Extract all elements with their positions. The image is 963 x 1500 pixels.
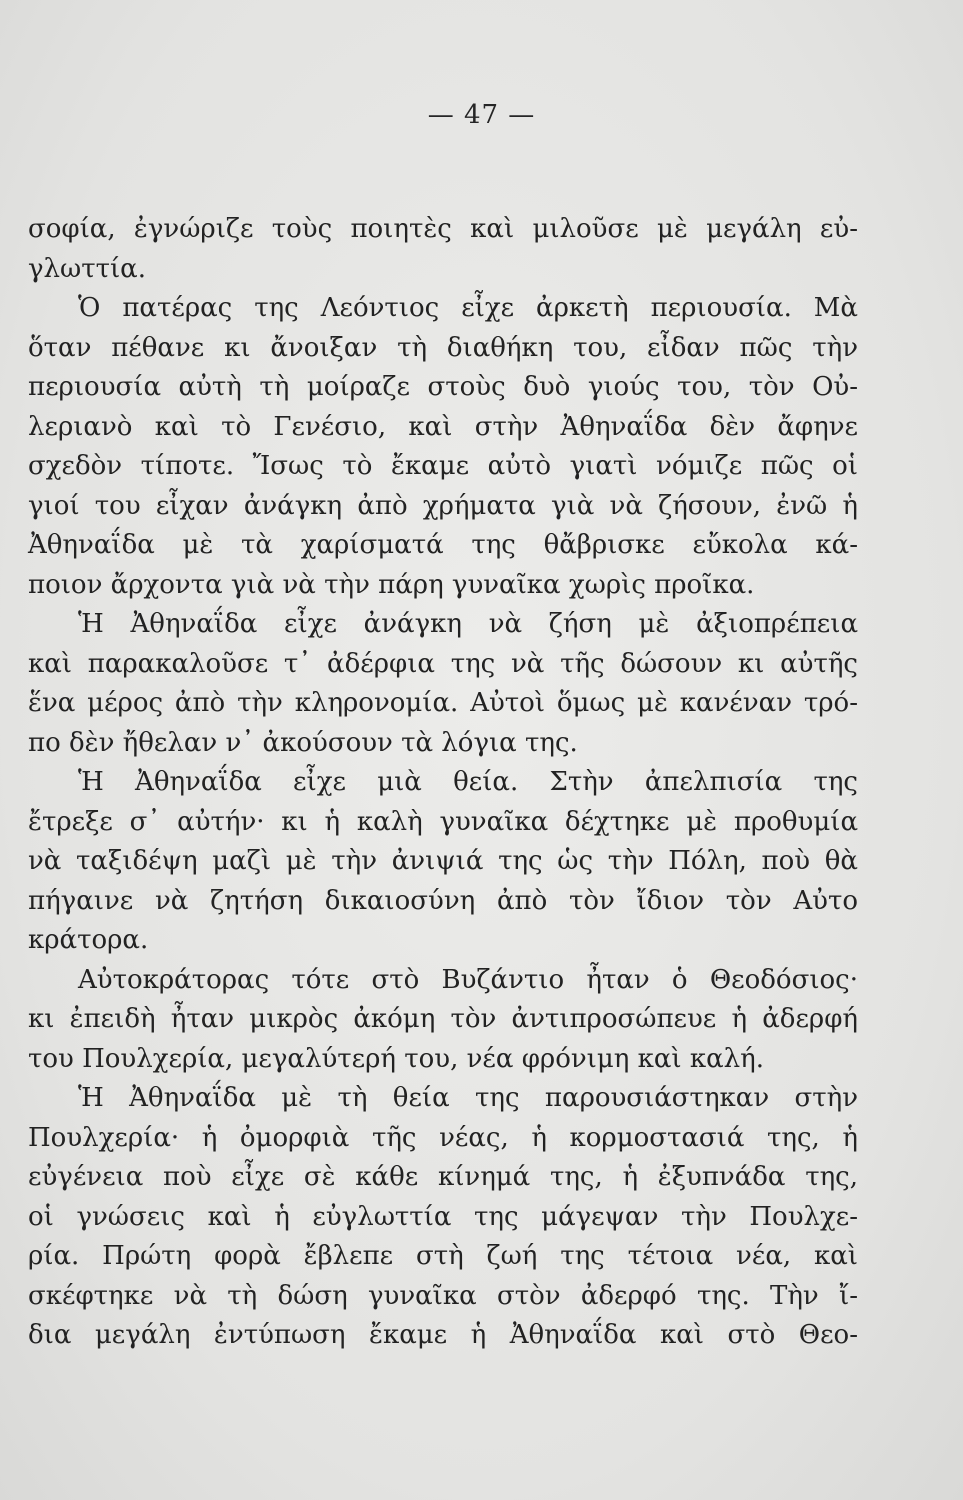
text-line: σκέφτηκε νὰ τὴ δώση γυναῖκα στὸν ἀδερφό της. Τὴν ἴ-: [28, 1280, 858, 1311]
text-line: Πουλχερία· ἡ ὀμορφιὰ τῆς νέας, ἡ κορμοστασιά της, ἡ: [28, 1122, 858, 1153]
text-line: γιοί του εἶχαν ἀνάγκη ἀπὸ χρήματα γιὰ νὰ ζήσουν, ἐνῶ ἡ: [28, 490, 858, 521]
text-line: καὶ παρακαλοῦσε τ᾽ ἀδέρφια της νὰ τῆς δώσουν κι αὐτῆς: [28, 648, 858, 679]
text-line: ρία. Πρώτη φορὰ ἔβλεπε στὴ ζωή της τέτοια νέα, καὶ: [28, 1241, 858, 1271]
text-line: δια μεγάλη ἐντύπωση ἔκαμε ἡ Ἀθηναΐδα καὶ στὸ Θεο-: [28, 1320, 858, 1350]
text-line: εὐγένεια ποὺ εἶχε σὲ κάθε κίνημά της, ἡ ἐξυπνάδα της,: [28, 1162, 858, 1192]
text-line: Ἡ Ἀθηναΐδα μὲ τὴ θεία της παρουσιάστηκαν στὴν: [78, 1083, 858, 1113]
page-number: — 47 —: [427, 100, 536, 130]
text-line: ὅταν πέθανε κι ἄνοιξαν τὴ διαθήκη του, εἶδαν πῶς τὴν: [28, 332, 858, 363]
text-line: ποιον ἄρχοντα γιὰ νὰ τὴν πάρη γυναῖκα χωρὶς προῖκα.: [28, 569, 755, 600]
text-line: πο δὲν ἤθελαν ν᾽ ἀκούσουν τὰ λόγια της.: [28, 727, 578, 758]
text-line: οἱ γνώσεις καὶ ἡ εὐγλωττία της μάγεψαν τὴν Πουλχε-: [28, 1201, 858, 1232]
text-line: Ἡ Ἀθηναΐδα εἶχε ἀνάγκη νὰ ζήση μὲ ἀξιοπρέπεια: [78, 609, 858, 639]
text-line: Ἡ Ἀθηναΐδα εἶχε μιὰ θεία. Στὴν ἀπελπισία της: [78, 767, 858, 797]
text-line: ἔτρεξε σ᾽ αὐτήν· κι ἡ καλὴ γυναῖκα δέχτηκε μὲ προθυμία: [28, 806, 858, 837]
text-line: ἕνα μέρος ἀπὸ τὴν κληρονομία. Αὐτοὶ ὅμως μὲ κανέναν τρό-: [28, 688, 858, 718]
text-line: κράτορα.: [28, 925, 149, 955]
text-line: Ὁ πατέρας της Λεόντιος εἶχε ἀρκετὴ περιουσία. Μὰ: [78, 293, 858, 323]
text-line: περιουσία αὐτὴ τὴ μοίραζε στοὺς δυὸ γιούς του, τὸν Οὐ-: [28, 372, 858, 402]
text-line: Ἀθηναΐδα μὲ τὰ χαρίσματά της θἄβρισκε εὔκολα κά-: [28, 530, 858, 560]
text-line: κι ἐπειδὴ ἦταν μικρὸς ἀκόμη τὸν ἀντιπροσώπευε ἡ ἀδερφή: [28, 1004, 858, 1034]
text-line: του Πουλχερία, μεγαλύτερή του, νέα φρόνιμη καὶ καλή.: [28, 1043, 764, 1074]
text-line: λεριανὸ καὶ τὸ Γενέσιο, καὶ στὴν Ἀθηναΐδα δὲν ἄφηνε: [28, 411, 858, 442]
text-line: Αὐτοκράτορας τότε στὸ Βυζάντιο ἦταν ὁ Θεοδόσιος·: [78, 964, 858, 995]
text-line: πήγαινε νὰ ζητήση δικαιοσύνη ἀπὸ τὸν ἴδιον τὸν Αὐτο: [28, 885, 858, 916]
text-line: νὰ ταξιδέψη μαζὶ μὲ τὴν ἀνιψιά της ὡς τὴν Πόλη, ποὺ θὰ: [28, 846, 858, 876]
body-text: [28, 210, 858, 1356]
text-line: σχεδὸν τίποτε. Ἴσως τὸ ἔκαμε αὐτὸ γιατὶ νόμιζε πῶς οἱ: [28, 451, 858, 481]
text-line: σοφία, ἐγνώριζε τοὺς ποιητὲς καὶ μιλοῦσε μὲ μεγάλη εὐ-: [28, 214, 858, 244]
text-line: γλωττία.: [28, 253, 147, 284]
